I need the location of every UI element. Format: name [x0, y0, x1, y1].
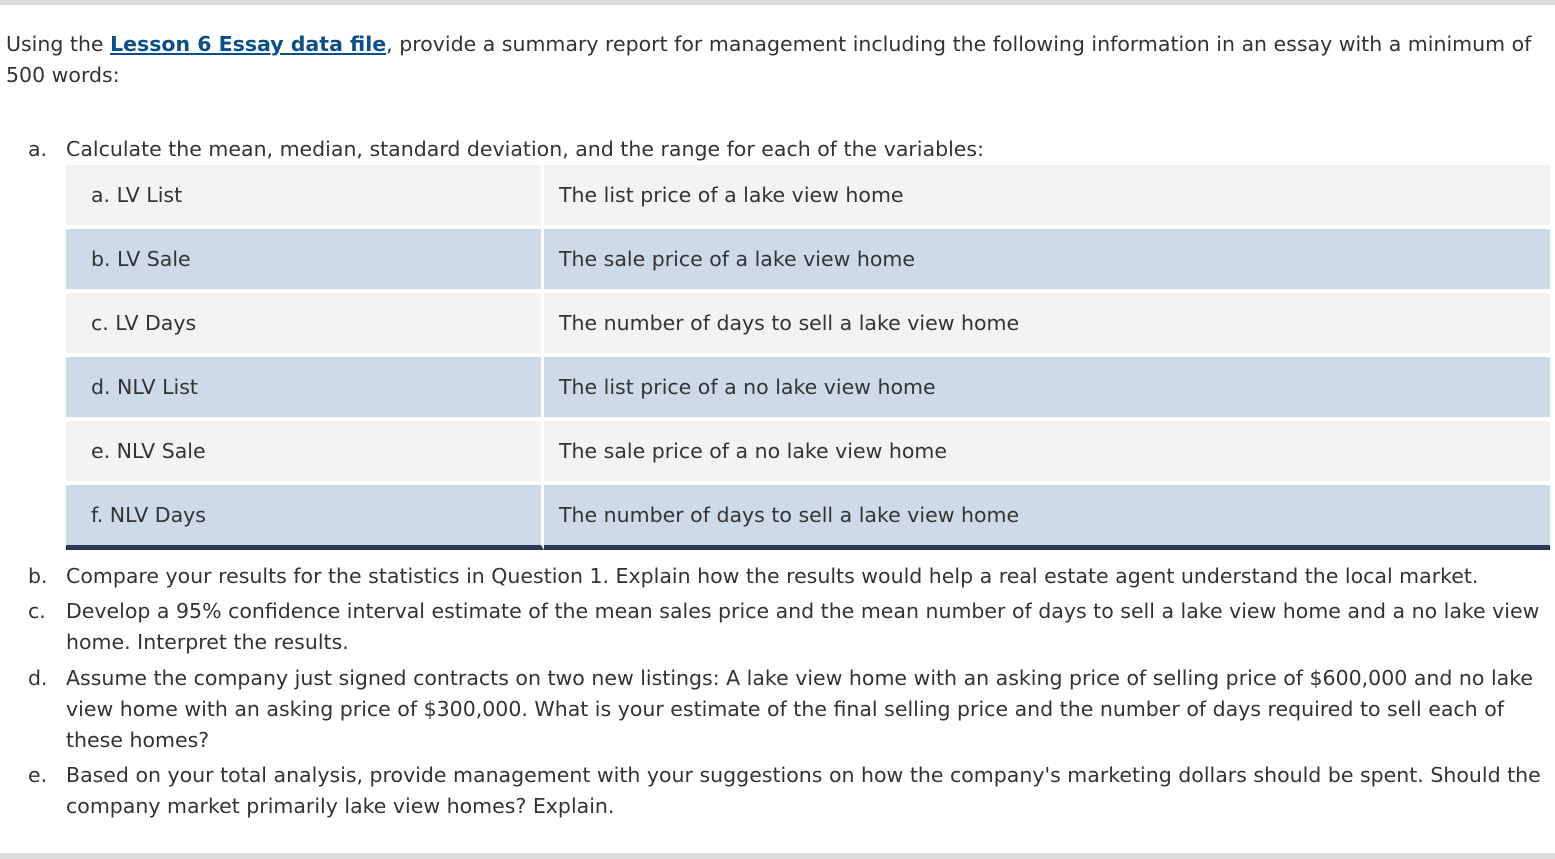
variable-name: a. LV List	[66, 165, 544, 229]
variable-description: The list price of a no lake view home	[544, 357, 1550, 421]
variable-name: d. NLV List	[66, 357, 544, 421]
table-row	[66, 485, 1550, 550]
table-row	[66, 165, 1550, 229]
bottom-divider	[0, 853, 1555, 859]
question-marker: b.	[28, 564, 48, 588]
question-marker: d.	[28, 666, 48, 690]
variable-description: The number of days to sell a lake view home	[544, 293, 1550, 357]
question-text: Based on your total analysis, provide management with your suggestions on how the company's marketing dollars should be spent. Should the company market primarily lake view homes? Explain.	[66, 763, 1541, 818]
table-row	[66, 421, 1550, 485]
variable-description: The list price of a lake view home	[544, 165, 1550, 229]
question-marker: e.	[28, 763, 48, 787]
question-marker: c.	[28, 599, 46, 623]
intro-paragraph	[6, 29, 1551, 91]
top-divider	[0, 0, 1555, 5]
question-text: Compare your results for the statistics in Question 1. Explain how the results would help a real estate agent understand the local market.	[66, 564, 1479, 588]
table-row	[66, 293, 1550, 357]
variable-name: c. LV Days	[66, 293, 544, 357]
variable-description: The sale price of a no lake view home	[544, 421, 1550, 485]
question-marker: a.	[28, 137, 48, 161]
table-row	[66, 357, 1550, 421]
variable-name: b. LV Sale	[66, 229, 544, 293]
table-row	[66, 229, 1550, 293]
question-text: Develop a 95% confidence interval estimate of the mean sales price and the mean number of days to sell a lake view home and a no lake view home. Interpret the results.	[66, 599, 1540, 654]
variables-table	[66, 165, 1550, 550]
intro-prefix: Using the	[6, 32, 111, 56]
data-file-link[interactable]: Lesson 6 Essay data file	[110, 32, 387, 56]
intro-suffix: , provide a summary report for management including the following information in an essay with a minimum of 500 words:	[6, 32, 1532, 87]
variable-description: The sale price of a lake view home	[544, 229, 1550, 293]
variable-name: e. NLV Sale	[66, 421, 544, 485]
question-text: Assume the company just signed contracts on two new listings: A lake view home with an asking price of selling price of $600,000 and no lake view home with an asking price of $300,000. What is your estimate of the final selling price and the number of days required to sell each of these homes?	[66, 666, 1533, 752]
variable-description: The number of days to sell a lake view home	[544, 485, 1550, 550]
question-text: Calculate the mean, median, standard deviation, and the range for each of the variables:	[66, 137, 984, 161]
variable-name: f. NLV Days	[66, 485, 544, 550]
